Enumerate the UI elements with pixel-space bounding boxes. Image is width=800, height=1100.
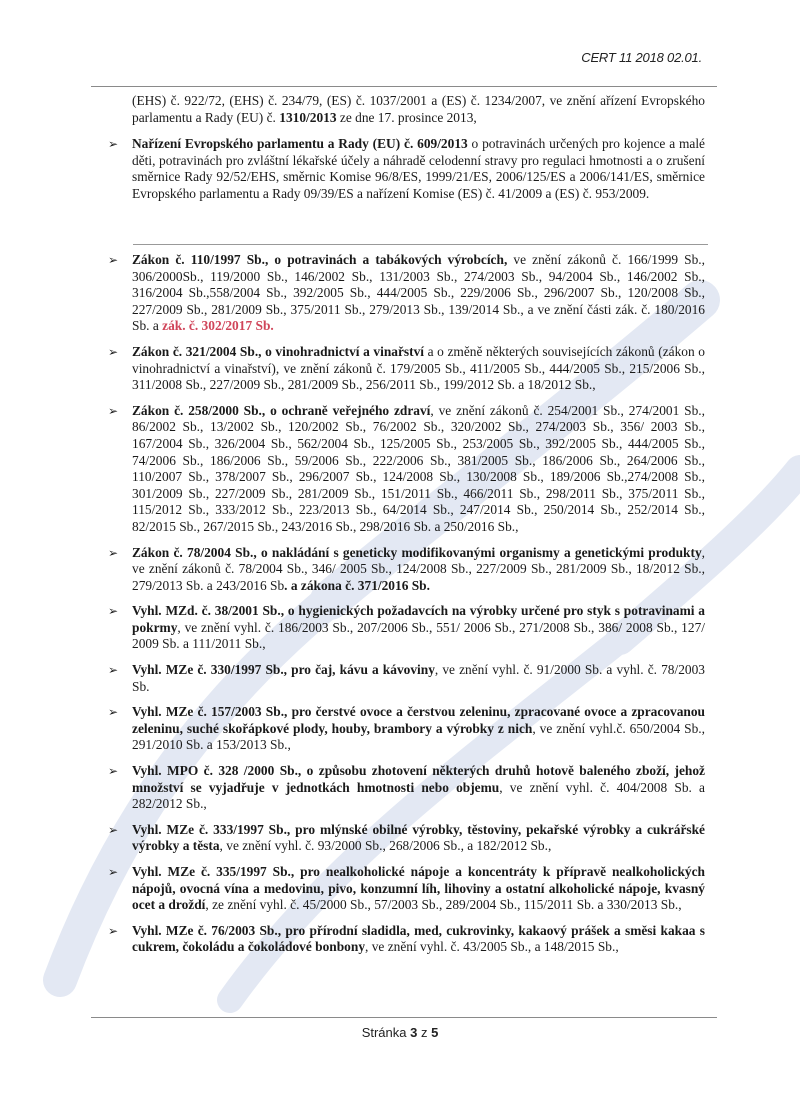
item-text: , ve znění vyhl. č. 91/2000 Sb. a vyhl. č. 78/2003 Sb.	[132, 662, 705, 694]
document-code: CERT 11 2018 02.01.	[581, 50, 702, 65]
item-title: Vyhl. MZe č. 330/1997 Sb., pro čaj, kávu a kávoviny	[132, 662, 435, 678]
item-title: Zákon č. 110/1997 Sb., o potravinách a tabákových výrobcích,	[132, 252, 508, 267]
footer-divider	[91, 1017, 717, 1018]
list-item	[107, 822, 705, 855]
item-text: , ve znění zákonů č. 78/2004 Sb., 346/ 2005 Sb., 124/2008 Sb., 227/2009 Sb., 281/2009 Sb., 18/2012 Sb., 279/2013 Sb. a 243/2016 Sb	[132, 544, 705, 593]
total-pages: 5	[431, 1025, 439, 1040]
item-title: Vyhl. MZe č. 335/1997 Sb., pro nealkoholické nápoje a koncentráty k přípravě nealkoholických nápojů, ovocná vína a medovinu, pivo, konzumní líh, lihoviny a ostatní alkoholické nápoje, kvasný ocet a droždí	[132, 864, 705, 913]
item-title: Vyhl. MPO č. 328 /2000 Sb., o způsobu zhotovení některých druhů hotově baleného zboží, jehož množství se vyjadřuje v jednotkách hmotnosti nebo objemu	[132, 763, 705, 795]
item-text: , ve znění zákonů č. 254/2001 Sb., 274/2001 Sb., 86/2002 Sb., 13/2002 Sb., 120/2002 Sb., 76/2002 Sb., 320/2002 Sb., 274/2003 Sb., 356/ 2003 Sb., 167/2004 Sb., 326/2004 Sb., 562/2004 Sb., 125/2005 Sb., 253/2005 Sb., 392/2005 Sb., 444/2005 Sb., 74/2006 Sb., 186/2006 Sb., 59/2006 Sb., 222/2006 Sb., 381/2005 Sb., 186/2006 Sb., 264/2006 Sb., 110/2007 Sb., 378/2007 Sb., 296/2007 Sb., 124/2008 Sb., 130/2008 Sb., 189/2006 Sb.,274/2008 Sb., 301/2009 Sb., 227/2009 Sb., 281/2009 Sb., 151/2011 Sb., 466/2011 Sb., 298/2011 Sb., 375/2011 Sb., 115/2012 Sb., 333/2012 Sb., 223/2013 Sb., 64/2014 Sb., 247/2014 Sb., 250/2014 Sb., 252/2014 Sb., 82/2015 Sb., 267/2015 Sb., 243/2016 Sb., 298/2016 Sb. a 250/2016 Sb.,	[132, 402, 705, 534]
current-page: 3	[410, 1025, 418, 1040]
arrowhead-bullet-icon: ➢	[108, 545, 119, 560]
list-item	[107, 923, 705, 956]
list-item	[107, 864, 705, 914]
item-text: ve znění zákonů č. 166/1999 Sb., 306/2000Sb., 119/2000 Sb., 146/2002 Sb., 131/2003 Sb., 274/2003 Sb., 94/2004 Sb., 146/2002 Sb., 316/2004 Sb.,558/2004 Sb., 392/2005 Sb., 444/2005 Sb., 229/2006 Sb., 296/2007 Sb., 120/2008 Sb., 227/2009 Sb., 281/2009 Sb., 375/2011 Sb., 279/2013 Sb., 139/2014 Sb., a ve znění části zák. č. 180/2016 Sb. a	[132, 252, 705, 334]
arrowhead-bullet-icon: ➢	[108, 344, 119, 359]
header-divider	[91, 86, 717, 87]
list-item	[107, 344, 705, 394]
item-title: Vyhl. MZd. č. 38/2001 Sb., o hygienických požadavcích na výrobky určené pro styk s potravinami a pokrmy	[132, 603, 705, 635]
national-legislation-list	[107, 252, 705, 956]
continuation-text: (EHS) č. 922/72, (EHS) č. 234/79, (ES) č. 1037/2001 a (ES) č. 1234/2007, ve znění ařízení Evropského parlamentu a Rady (EU) č.	[132, 93, 705, 125]
item-tail: . a zákona č. 371/2016 Sb.	[284, 577, 430, 593]
list-item	[107, 252, 705, 335]
item-title: Zákon č. 258/2000 Sb., o ochraně veřejného zdraví	[132, 402, 431, 418]
item-title: Vyhl. MZe č. 76/2003 Sb., pro přírodní sladidla, med, cukrovinky, kakaový prášek a směsi kakaa s cukrem, čokoládu a čokoládové bonbony	[132, 922, 705, 955]
highlighted-amendment: zák. č. 302/2017 Sb.	[162, 318, 274, 334]
arrowhead-bullet-icon: ➢	[108, 764, 119, 779]
item-text: , ve znění vyhl. č. 43/2005 Sb., a 148/2015 Sb.,	[365, 939, 619, 955]
arrowhead-bullet-icon: ➢	[108, 604, 119, 619]
item-text: , ve znění vyhl. č. 404/2008 Sb. a 282/2012 Sb.,	[132, 779, 705, 812]
arrowhead-bullet-icon: ➢	[108, 865, 119, 879]
list-item	[107, 403, 705, 536]
list-item	[107, 662, 705, 695]
arrowhead-bullet-icon: ➢	[108, 705, 119, 720]
page-separator: z	[417, 1025, 432, 1040]
eu-regulations-list	[107, 136, 705, 202]
page-footer	[0, 1025, 800, 1040]
item-title: Zákon č. 321/2004 Sb., o vinohradnictví a vinařství	[132, 343, 425, 359]
list-item	[107, 763, 705, 813]
section-divider	[133, 244, 708, 245]
item-text: , ve znění vyhl. č. 186/2003 Sb., 207/2006 Sb., 551/ 2006 Sb., 271/2008 Sb., 386/ 2008 Sb., 127/ 2009 Sb. a 111/2011 Sb.,	[132, 619, 705, 652]
item-text: , ve znění vyhl. č. 93/2000 Sb., 268/2006 Sb., a 182/2012 Sb.,	[219, 838, 552, 854]
item-text: , ve znění vyhl.č. 650/2004 Sb., 291/2010 Sb. a 153/2013 Sb.,	[132, 720, 706, 753]
item-text: a o změně některých souvisejících zákonů (zákon o vinohradnictví a vinařství), ve znění zákonů č. 179/2005 Sb., 411/2005 Sb., 444/2005 Sb., 215/2006 Sb., 311/2008 Sb., 227/2009 Sb., 281/2009 Sb., 256/2011 Sb., 199/2012 Sb. a 18/2012 Sb.,	[132, 343, 705, 393]
regulation-number: 1310/2013	[279, 109, 337, 125]
arrowhead-bullet-icon: ➢	[108, 923, 119, 938]
list-item	[107, 603, 705, 653]
item-text: o potravinách určených pro kojence a malé děti, potravinách pro zvláštní lékařské účely a náhradě celodenní stravy pro regulaci hmotnosti a o zrušení směrnice Rady 92/52/EHS, směrnic Komise 96/8/ES, 1999/21/ES, 2006/125/ES a 2006/141/ES, směrnice Evropského parlamentu a Rady 09/39/ES a nařízení Komise (ES) č. 41/2009 a (ES) č. 953/2009.	[132, 136, 705, 201]
item-title: Zákon č. 78/2004 Sb., o nakládání s geneticky modifikovanými organismy a genetickými produkty	[132, 544, 702, 560]
item-title: Nařízení Evropského parlamentu a Rady (EU) č. 609/2013	[132, 136, 468, 151]
arrowhead-bullet-icon: ➢	[108, 663, 119, 678]
arrowhead-bullet-icon: ➢	[108, 253, 119, 267]
arrowhead-bullet-icon: ➢	[108, 137, 119, 151]
list-item	[107, 136, 705, 202]
list-item	[107, 704, 705, 754]
continuation-end: ze dne 17. prosince 2013,	[336, 109, 477, 125]
continuation-paragraph	[107, 93, 705, 126]
page-label: Stránka	[361, 1025, 411, 1040]
arrowhead-bullet-icon: ➢	[108, 822, 119, 837]
arrowhead-bullet-icon: ➢	[108, 403, 119, 418]
item-title: Vyhl. MZe č. 157/2003 Sb., pro čerstvé ovoce a čerstvou zeleninu, zpracované ovoce a zpracovanou zeleninu, suché skořápkové plody, houby, brambory a výrobky z nich	[132, 704, 705, 736]
item-title: Vyhl. MZe č. 333/1997 Sb., pro mlýnské obilné výrobky, těstoviny, pekařské výrobky a cukrářské výrobky a těsta	[132, 821, 705, 854]
item-text: , ze znění vyhl. č. 45/2000 Sb., 57/2003 Sb., 289/2004 Sb., 115/2011 Sb. a 330/2013 Sb.,	[205, 897, 682, 913]
list-item	[107, 545, 705, 595]
